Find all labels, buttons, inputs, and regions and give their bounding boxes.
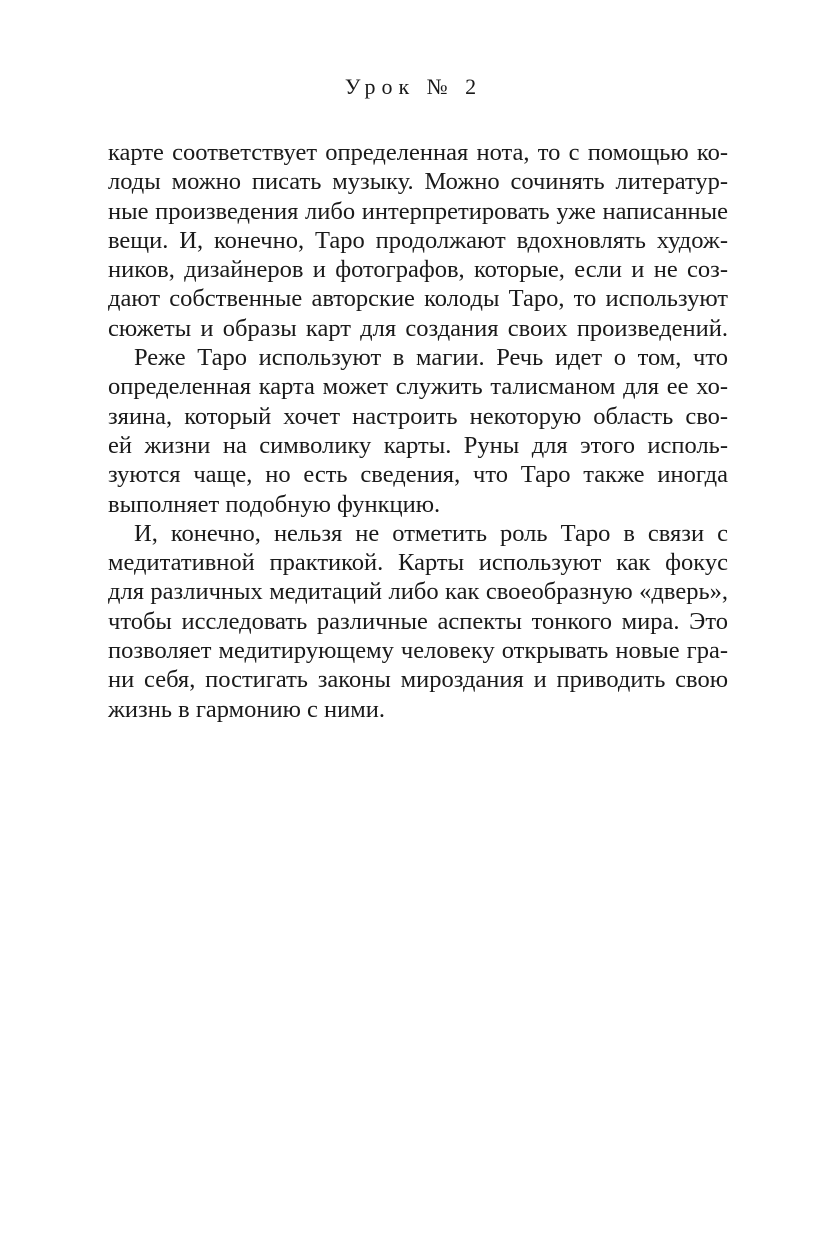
text-line: выполняет подобную функцию. (108, 490, 441, 518)
paragraph-3 (108, 519, 728, 724)
text-line: Реже Таро используют в магии. Речь идет о том, что (134, 344, 728, 372)
text-line: жизнь в гармонию с ними. (108, 695, 385, 723)
text-line: чтобы исследовать различные аспекты тонкого мира. Это (108, 607, 728, 635)
paragraph-2 (108, 343, 728, 519)
text-line: позволяет медитирующему человеку открывать новые гра- (108, 637, 728, 665)
text-line: И, конечно, нельзя не отметить роль Таро в связи с (134, 519, 728, 547)
text-line: ников, дизайнеров и фотографов, которые, если и не соз- (108, 256, 728, 284)
text-line: ей жизни на символику карты. Руны для этого исполь- (108, 431, 728, 459)
text-line: ные произведения либо интерпретировать уже написанные (108, 197, 728, 225)
text-line: ни себя, постигать законы мироздания и приводить свою (108, 666, 728, 694)
paragraph-1 (108, 138, 728, 343)
body-text (108, 138, 728, 724)
text-line: дают собственные авторские колоды Таро, то используют (108, 285, 728, 313)
text-line: для различных медитаций либо как своеобразную «дверь», (108, 578, 728, 606)
text-line: зяина, который хочет настроить некоторую область сво- (108, 402, 728, 430)
text-line: зуются чаще, но есть сведения, что Таро также иногда (108, 461, 728, 489)
text-line: медитативной практикой. Карты используют как фокус (108, 549, 728, 577)
text-line: карте соответствует определенная нота, то с помощью ко- (108, 139, 728, 166)
text-line: лоды можно писать музыку. Можно сочинять литератур- (108, 168, 728, 196)
text-line: вещи. И, конечно, Таро продолжают вдохновлять худож- (108, 226, 728, 254)
text-line: определенная карта может служить талисманом для ее хо- (108, 373, 728, 401)
text-line: сюжеты и образы карт для создания своих произведений. (108, 314, 728, 342)
running-head: Урок № 2 (344, 74, 483, 99)
